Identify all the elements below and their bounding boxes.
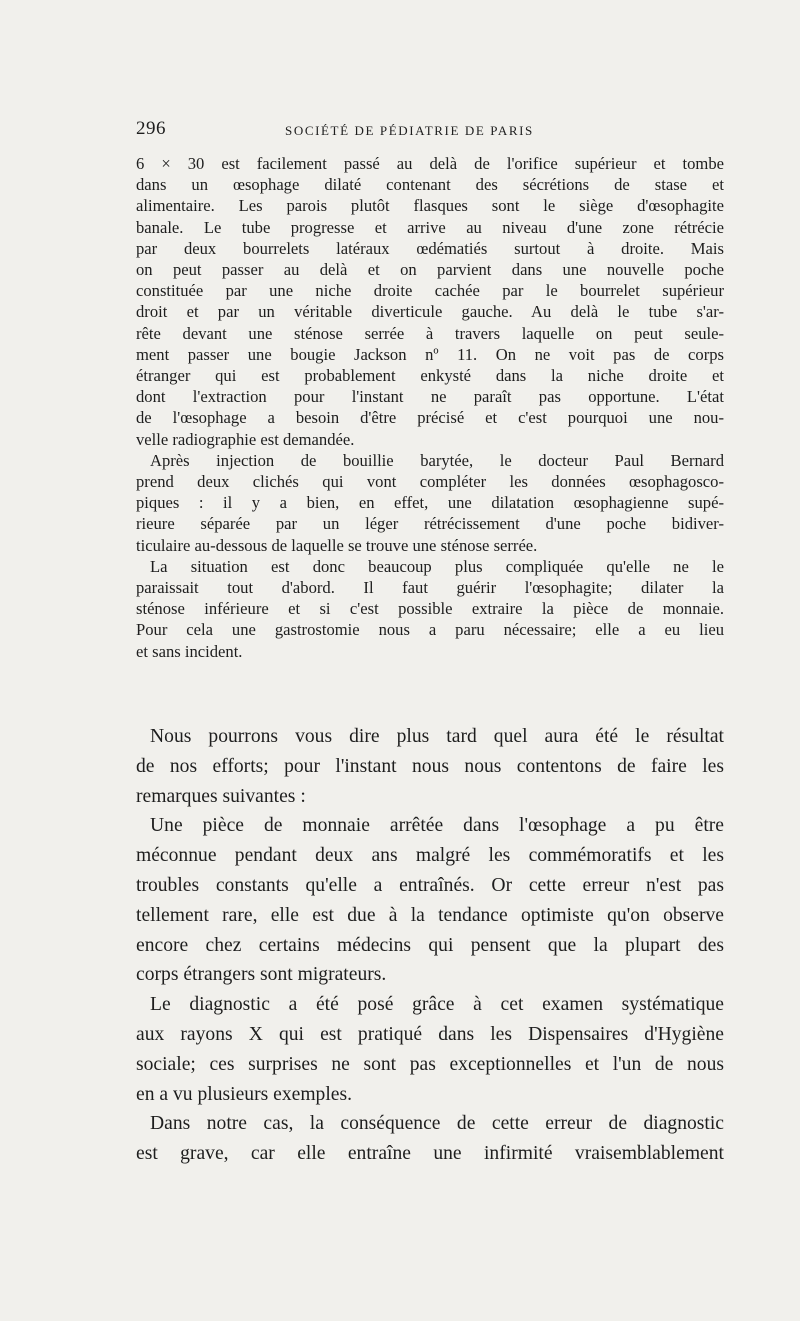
text-line: sociale; ces surprises ne sont pas exceptionnelles et l'un de nous — [136, 1053, 724, 1075]
text-line: dont l'extraction pour l'instant ne paraît pas opportune. L'état — [136, 387, 724, 407]
text-line: Une pièce de monnaie arrêtée dans l'œsophage a pu être — [150, 815, 724, 837]
text-line: banale. Le tube progresse et arrive au niveau d'une zone rétrécie — [136, 217, 724, 237]
paragraph — [136, 990, 724, 1109]
text-line: alimentaire. Les parois plutôt flasques sont le siège d'œsophagite — [136, 196, 724, 216]
text-line: par deux bourrelets latéraux œdématiés surtout à droite. Mais — [136, 238, 724, 258]
text-line: Dans notre cas, la conséquence de cette erreur de diagnostic — [150, 1113, 724, 1135]
small-print-section — [136, 153, 724, 662]
page-number: 296 — [136, 118, 166, 139]
text-line: aux rayons X qui est pratiqué dans les Dispensaires d'Hygiène — [136, 1023, 724, 1045]
text-line: corps étrangers sont migrateurs. — [136, 964, 387, 986]
text-line: de l'œsophage a besoin d'être précisé et c'est pourquoi une nou- — [136, 408, 724, 428]
text-line: piques : il y a bien, en effet, une dilatation œsophagienne supé- — [136, 493, 724, 513]
text-line: ticulaire au-dessous de laquelle se trouve une sténose serrée. — [136, 535, 538, 555]
text-line: Le diagnostic a été posé grâce à cet examen systématique — [150, 994, 724, 1016]
text-line: droit et par un véritable diverticule gauche. Au delà le tube s'ar- — [136, 302, 724, 322]
paragraph — [136, 1109, 724, 1169]
text-line: on peut passer au delà et on parvient dans une nouvelle poche — [136, 260, 724, 280]
large-print-section — [136, 722, 724, 1169]
text-line: Nous pourrons vous dire plus tard quel aura été le résultat — [150, 726, 724, 747]
text-line: rête devant une sténose serrée à travers laquelle on peut seule- — [136, 323, 724, 343]
paragraph — [136, 450, 724, 556]
paragraph — [136, 153, 724, 450]
text-line: remarques suivantes : — [136, 785, 306, 807]
text-line: étranger qui est probablement enkysté dans la niche droite et — [136, 366, 724, 386]
text-line: 6 × 30 est facilement passé au delà de l'orifice supérieur et tombe — [136, 154, 724, 173]
text-line: sténose inférieure et si c'est possible extraire la pièce de monnaie. — [136, 599, 724, 619]
text-line: constituée par une niche droite cachée par le bourrelet supérieur — [136, 281, 724, 301]
text-line: paraissait tout d'abord. Il faut guérir l'œsophagite; dilater la — [136, 578, 724, 598]
text-line: prend deux clichés qui vont compléter les données œsophagosco- — [136, 472, 724, 492]
paragraph — [136, 556, 724, 662]
text-line: Après injection de bouillie barytée, le docteur Paul Bernard — [150, 450, 724, 470]
paragraph — [136, 811, 724, 990]
text-line: La situation est donc beaucoup plus compliquée qu'elle ne le — [150, 556, 724, 576]
text-line: encore chez certains médecins qui pensent que la plupart des — [136, 934, 724, 956]
text-line: Pour cela une gastrostomie nous a paru nécessaire; elle a eu lieu — [136, 620, 724, 640]
text-line: troubles constants qu'elle a entraînés. Or cette erreur n'est pas — [136, 874, 724, 896]
text-line: et sans incident. — [136, 641, 243, 661]
running-title: SOCIÉTÉ DE PÉDIATRIE DE PARIS — [285, 123, 534, 138]
text-line: dans un œsophage dilaté contenant des sécrétions de stase et — [136, 175, 724, 195]
text-line: velle radiographie est demandée. — [136, 429, 355, 449]
text-line: méconnue pendant deux ans malgré les commémoratifs et les — [136, 845, 724, 867]
text-line: en a vu plusieurs exemples. — [136, 1083, 353, 1105]
text-line: de nos efforts; pour l'instant nous nous contentons de faire les — [136, 755, 724, 777]
text-line: ment passer une bougie Jackson nº 11. On ne voit pas de corps — [136, 344, 724, 364]
text-line: rieure séparée par un léger rétrécissement d'une poche bidiver- — [136, 514, 724, 534]
text-line: tellement rare, elle est due à la tendance optimiste qu'on observe — [136, 904, 724, 926]
page-header — [136, 118, 726, 142]
paragraph — [136, 722, 724, 811]
text-line: est grave, car elle entraîne une infirmité vraisemblablement — [136, 1143, 724, 1165]
